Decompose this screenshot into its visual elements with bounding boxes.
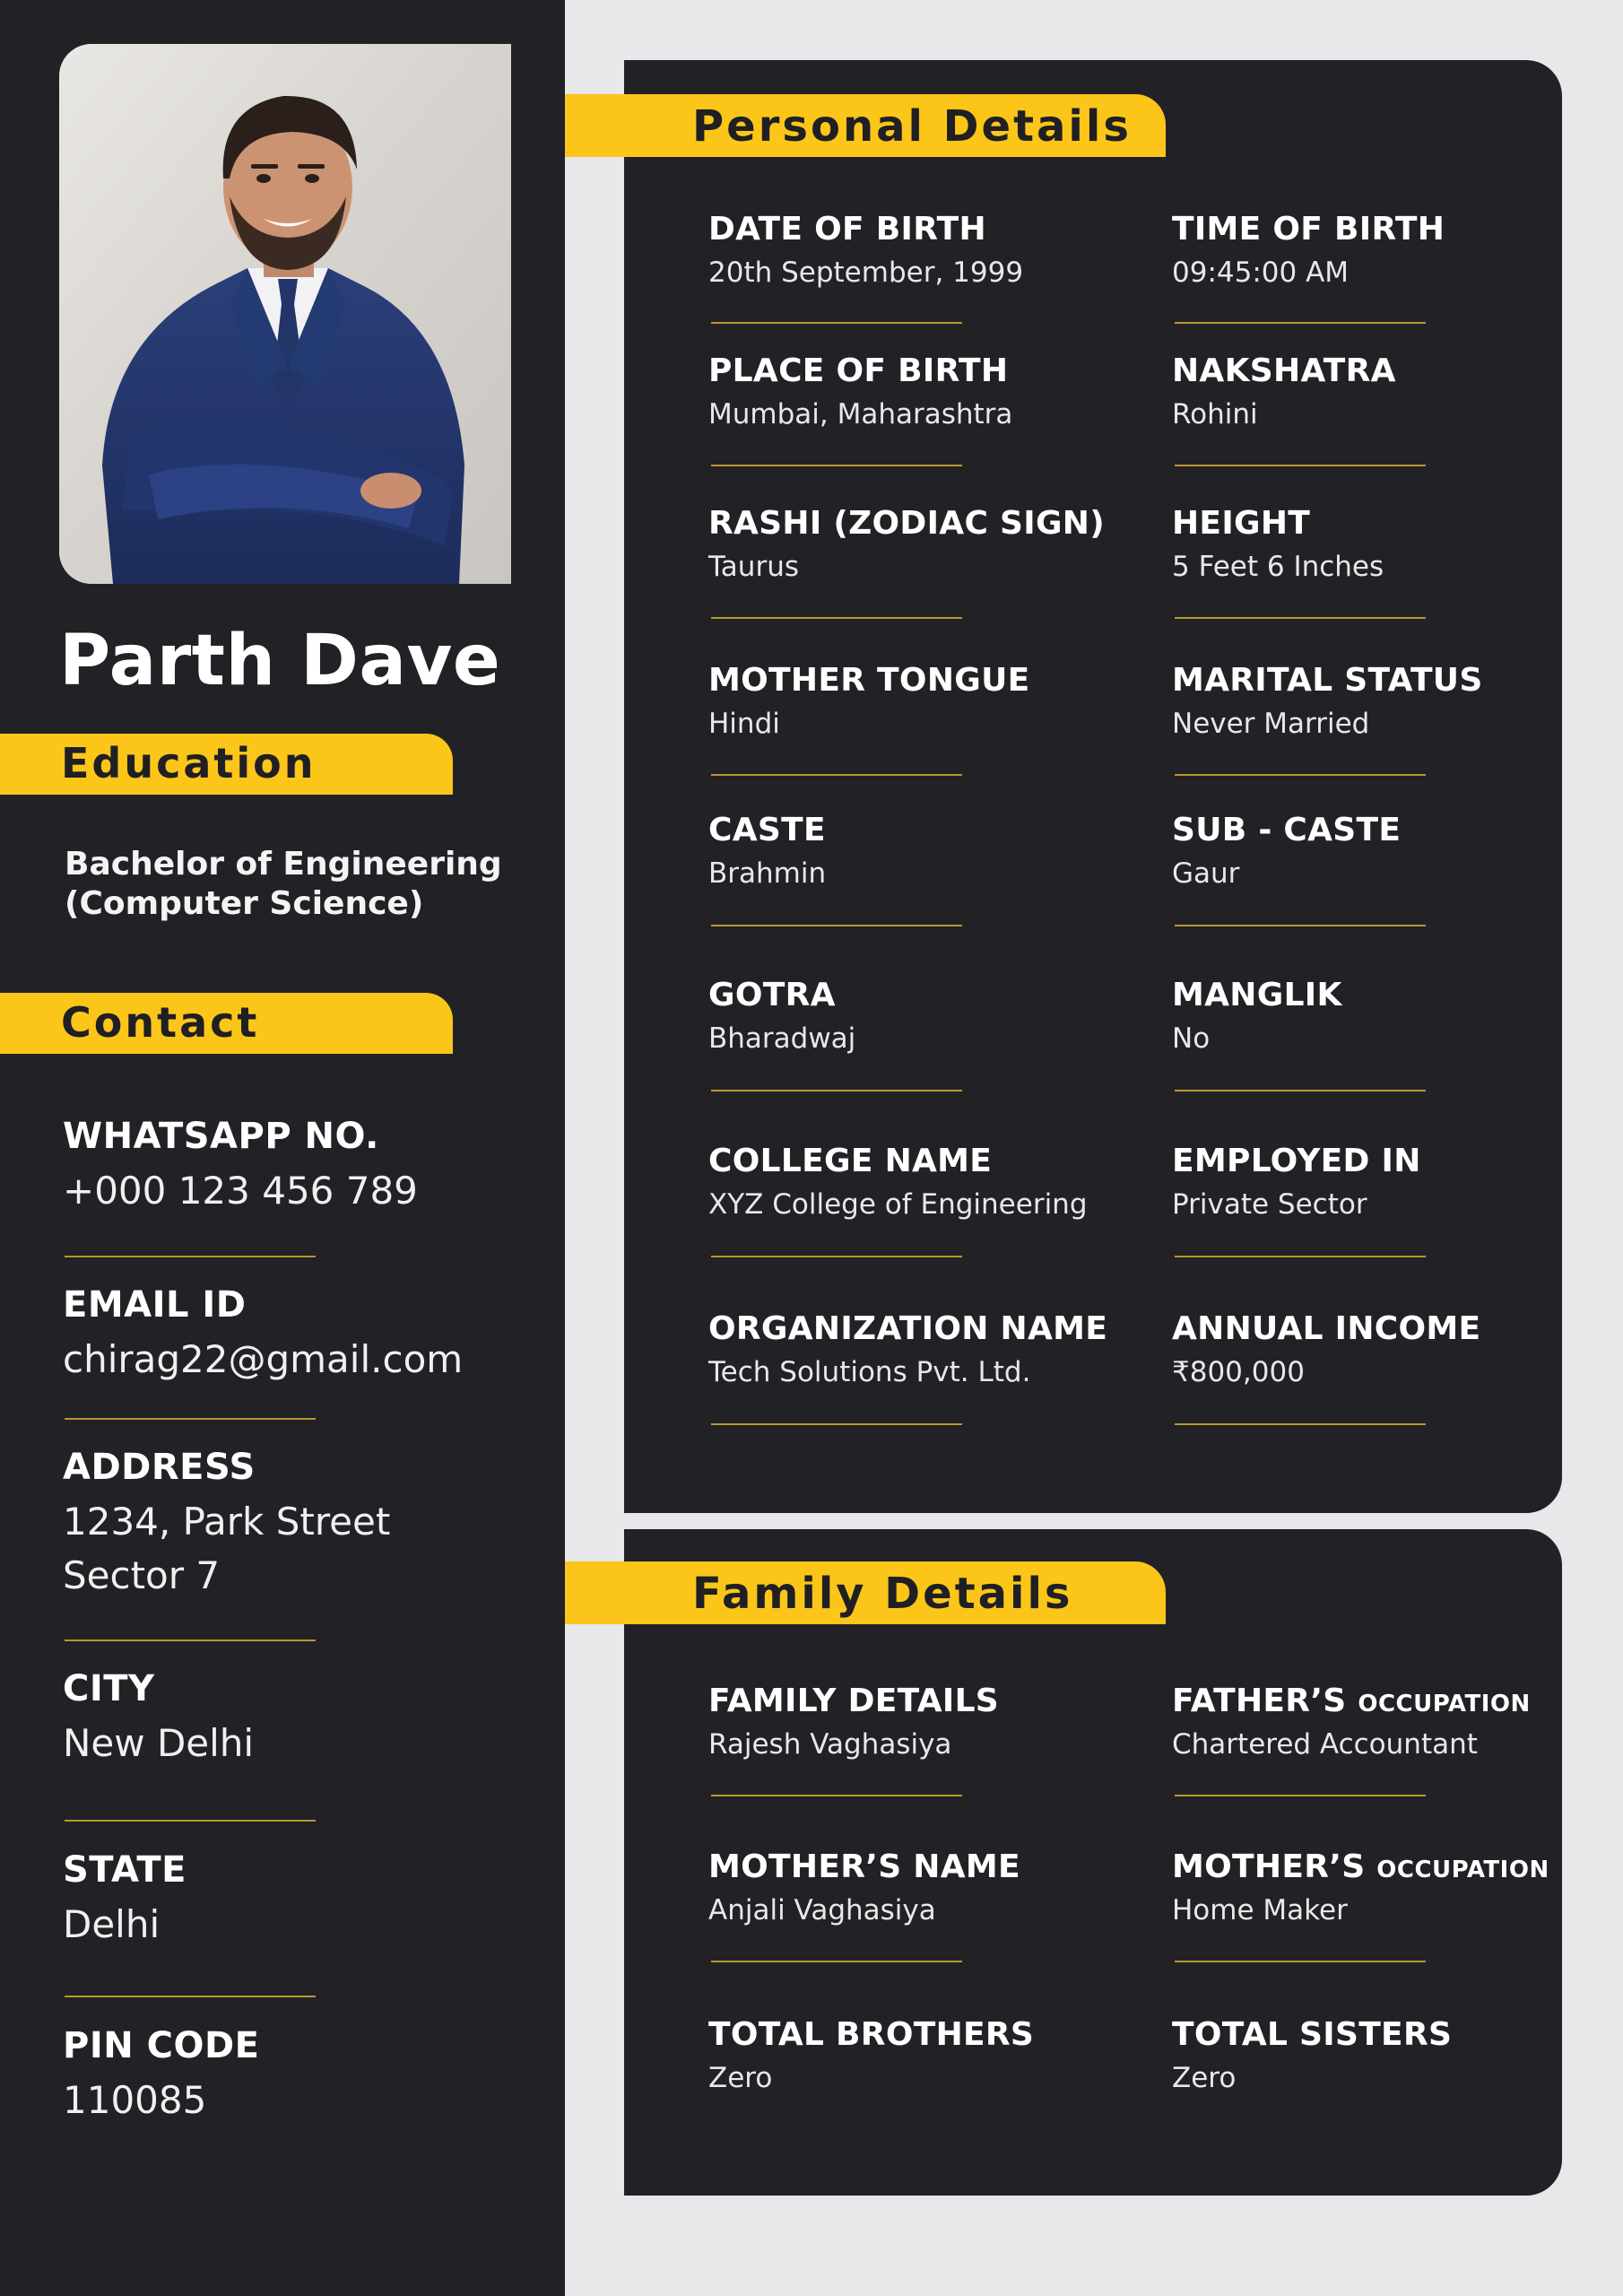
field-label-main: MOTHER’S	[1172, 1848, 1366, 1885]
contact-value: 1234, Park Street	[63, 1500, 391, 1544]
contact-value: New Delhi	[63, 1721, 255, 1765]
field-label: TIME OF BIRTH	[1172, 211, 1445, 248]
portrait-image	[59, 44, 511, 584]
field-label: GOTRA	[708, 977, 836, 1013]
contact-value: chirag22@gmail.com	[63, 1337, 464, 1381]
divider	[711, 1090, 962, 1091]
field-total-brothers	[708, 2016, 1130, 2094]
contact-value: Delhi	[63, 1902, 161, 1946]
divider	[1175, 925, 1426, 926]
divider	[1175, 1961, 1426, 1962]
divider	[1175, 617, 1426, 619]
field-mothers-name	[708, 1848, 1130, 1926]
personal-details-heading: Personal Details	[692, 101, 1132, 152]
sidebar	[0, 0, 565, 2296]
education-heading: Education	[61, 739, 317, 787]
field-label: ANNUAL INCOME	[1172, 1310, 1481, 1347]
field-mother-tongue	[708, 662, 1130, 740]
contact-item-email	[63, 1284, 556, 1387]
field-value: Gaur	[1172, 857, 1240, 890]
field-label-small: OCCUPATION	[1376, 1857, 1549, 1883]
field-college-name	[708, 1143, 1130, 1221]
divider	[1175, 322, 1426, 324]
divider	[711, 1423, 962, 1425]
divider	[711, 1961, 962, 1962]
education-heading-tab	[0, 734, 453, 795]
contact-item-city	[63, 1668, 556, 1770]
contact-item-pincode	[63, 2025, 556, 2127]
field-label: HEIGHT	[1172, 505, 1311, 542]
field-employed-in	[1172, 1143, 1593, 1221]
field-value: No	[1172, 1022, 1211, 1055]
divider	[1175, 1256, 1426, 1257]
contact-label: ADDRESS	[63, 1447, 256, 1488]
field-label-main: FATHER’S	[1172, 1683, 1347, 1719]
contact-heading: Contact	[61, 998, 260, 1047]
field-label: DATE OF BIRTH	[708, 211, 986, 248]
field-label: PLACE OF BIRTH	[708, 352, 1009, 389]
field-label: MOTHER TONGUE	[708, 662, 1030, 699]
education-degree	[65, 845, 549, 924]
divider	[711, 774, 962, 776]
contact-label: PIN CODE	[63, 2025, 260, 2066]
contact-heading-tab	[0, 993, 453, 1054]
field-place-of-birth	[708, 352, 1130, 430]
field-label: MARITAL STATUS	[1172, 662, 1483, 699]
field-mothers-occupation	[1172, 1848, 1593, 1926]
field-label: CASTE	[708, 812, 826, 848]
divider	[711, 1256, 962, 1257]
field-gotra	[708, 977, 1130, 1055]
contact-item-address	[63, 1447, 556, 1603]
field-value: Bharadwaj	[708, 1022, 856, 1055]
contact-value-line2: Sector 7	[63, 1553, 221, 1597]
field-time-of-birth	[1172, 211, 1593, 289]
field-label: COLLEGE NAME	[708, 1143, 993, 1179]
field-value: 09:45:00 AM	[1172, 257, 1350, 289]
field-value: Rajesh Vaghasiya	[708, 1728, 952, 1761]
field-caste	[708, 812, 1130, 890]
field-label-small: OCCUPATION	[1358, 1691, 1531, 1718]
divider	[1175, 1423, 1426, 1425]
field-rashi	[708, 505, 1130, 583]
divider	[711, 322, 962, 324]
field-label: SUB - CASTE	[1172, 812, 1402, 848]
field-value: Home Maker	[1172, 1894, 1348, 1926]
divider	[1175, 465, 1426, 466]
contact-label: CITY	[63, 1668, 155, 1709]
field-organization-name	[708, 1310, 1130, 1388]
field-value: ₹800,000	[1172, 1356, 1305, 1388]
contact-value: +000 123 456 789	[63, 1169, 418, 1213]
field-value: Anjali Vaghasiya	[708, 1894, 936, 1926]
field-date-of-birth	[708, 211, 1130, 289]
field-value: Mumbai, Maharashtra	[708, 398, 1013, 430]
field-fathers-occupation	[1172, 1683, 1593, 1761]
field-value: Zero	[708, 2062, 773, 2094]
field-label: ORGANIZATION NAME	[708, 1310, 1108, 1347]
field-label: TOTAL SISTERS	[1172, 2016, 1453, 2053]
contact-label: EMAIL ID	[63, 1284, 247, 1326]
field-label: EMPLOYED IN	[1172, 1143, 1421, 1179]
contact-item-whatsapp	[63, 1116, 556, 1218]
field-value: Private Sector	[1172, 1188, 1367, 1221]
field-value: 5 Feet 6 Inches	[1172, 551, 1384, 583]
divider	[711, 465, 962, 466]
contact-label: STATE	[63, 1849, 187, 1891]
field-label: NAKSHATRA	[1172, 352, 1396, 389]
field-manglik	[1172, 977, 1593, 1055]
divider	[65, 1639, 316, 1641]
family-details-heading: Family Details	[692, 1569, 1073, 1619]
field-value: Hindi	[708, 708, 780, 740]
divider	[711, 1795, 962, 1796]
field-label: RASHI (ZODIAC SIGN)	[708, 505, 1105, 542]
field-value: Tech Solutions Pvt. Ltd.	[708, 1356, 1031, 1388]
divider	[1175, 774, 1426, 776]
field-total-sisters	[1172, 2016, 1593, 2094]
field-value: XYZ College of Engineering	[708, 1188, 1088, 1221]
divider	[1175, 1090, 1426, 1091]
profile-name: Parth Dave	[59, 621, 501, 701]
field-label: MANGLIK	[1172, 977, 1342, 1013]
field-sub-caste	[1172, 812, 1593, 890]
profile-photo	[59, 44, 511, 584]
field-value: Rohini	[1172, 398, 1258, 430]
divider	[65, 1418, 316, 1420]
field-marital-status	[1172, 662, 1593, 740]
field-value: Chartered Accountant	[1172, 1728, 1478, 1761]
divider	[65, 1256, 316, 1257]
field-label	[1172, 1683, 1593, 1719]
field-annual-income	[1172, 1310, 1593, 1388]
divider	[711, 925, 962, 926]
divider	[65, 1996, 316, 1997]
divider	[711, 617, 962, 619]
divider	[1175, 1795, 1426, 1796]
divider	[65, 1820, 316, 1822]
field-value: Never Married	[1172, 708, 1370, 740]
education-degree-line2: (Computer Science)	[65, 885, 424, 922]
field-label: FAMILY DETAILS	[708, 1683, 1000, 1719]
field-value: Brahmin	[708, 857, 827, 890]
field-label: MOTHER’S NAME	[708, 1848, 1020, 1885]
field-value: Taurus	[708, 551, 799, 583]
field-label	[1172, 1848, 1593, 1885]
education-degree-line1: Bachelor of Engineering	[65, 846, 502, 883]
field-family-details	[708, 1683, 1130, 1761]
field-height	[1172, 505, 1593, 583]
family-details-heading-tab	[565, 1561, 1166, 1624]
field-nakshatra	[1172, 352, 1593, 430]
contact-value: 110085	[63, 2078, 207, 2122]
contact-item-state	[63, 1849, 556, 1952]
personal-details-heading-tab	[565, 94, 1166, 157]
field-value: Zero	[1172, 2062, 1237, 2094]
field-label: TOTAL BROTHERS	[708, 2016, 1035, 2053]
contact-label: WHATSAPP NO.	[63, 1116, 379, 1157]
field-value: 20th September, 1999	[708, 257, 1024, 289]
